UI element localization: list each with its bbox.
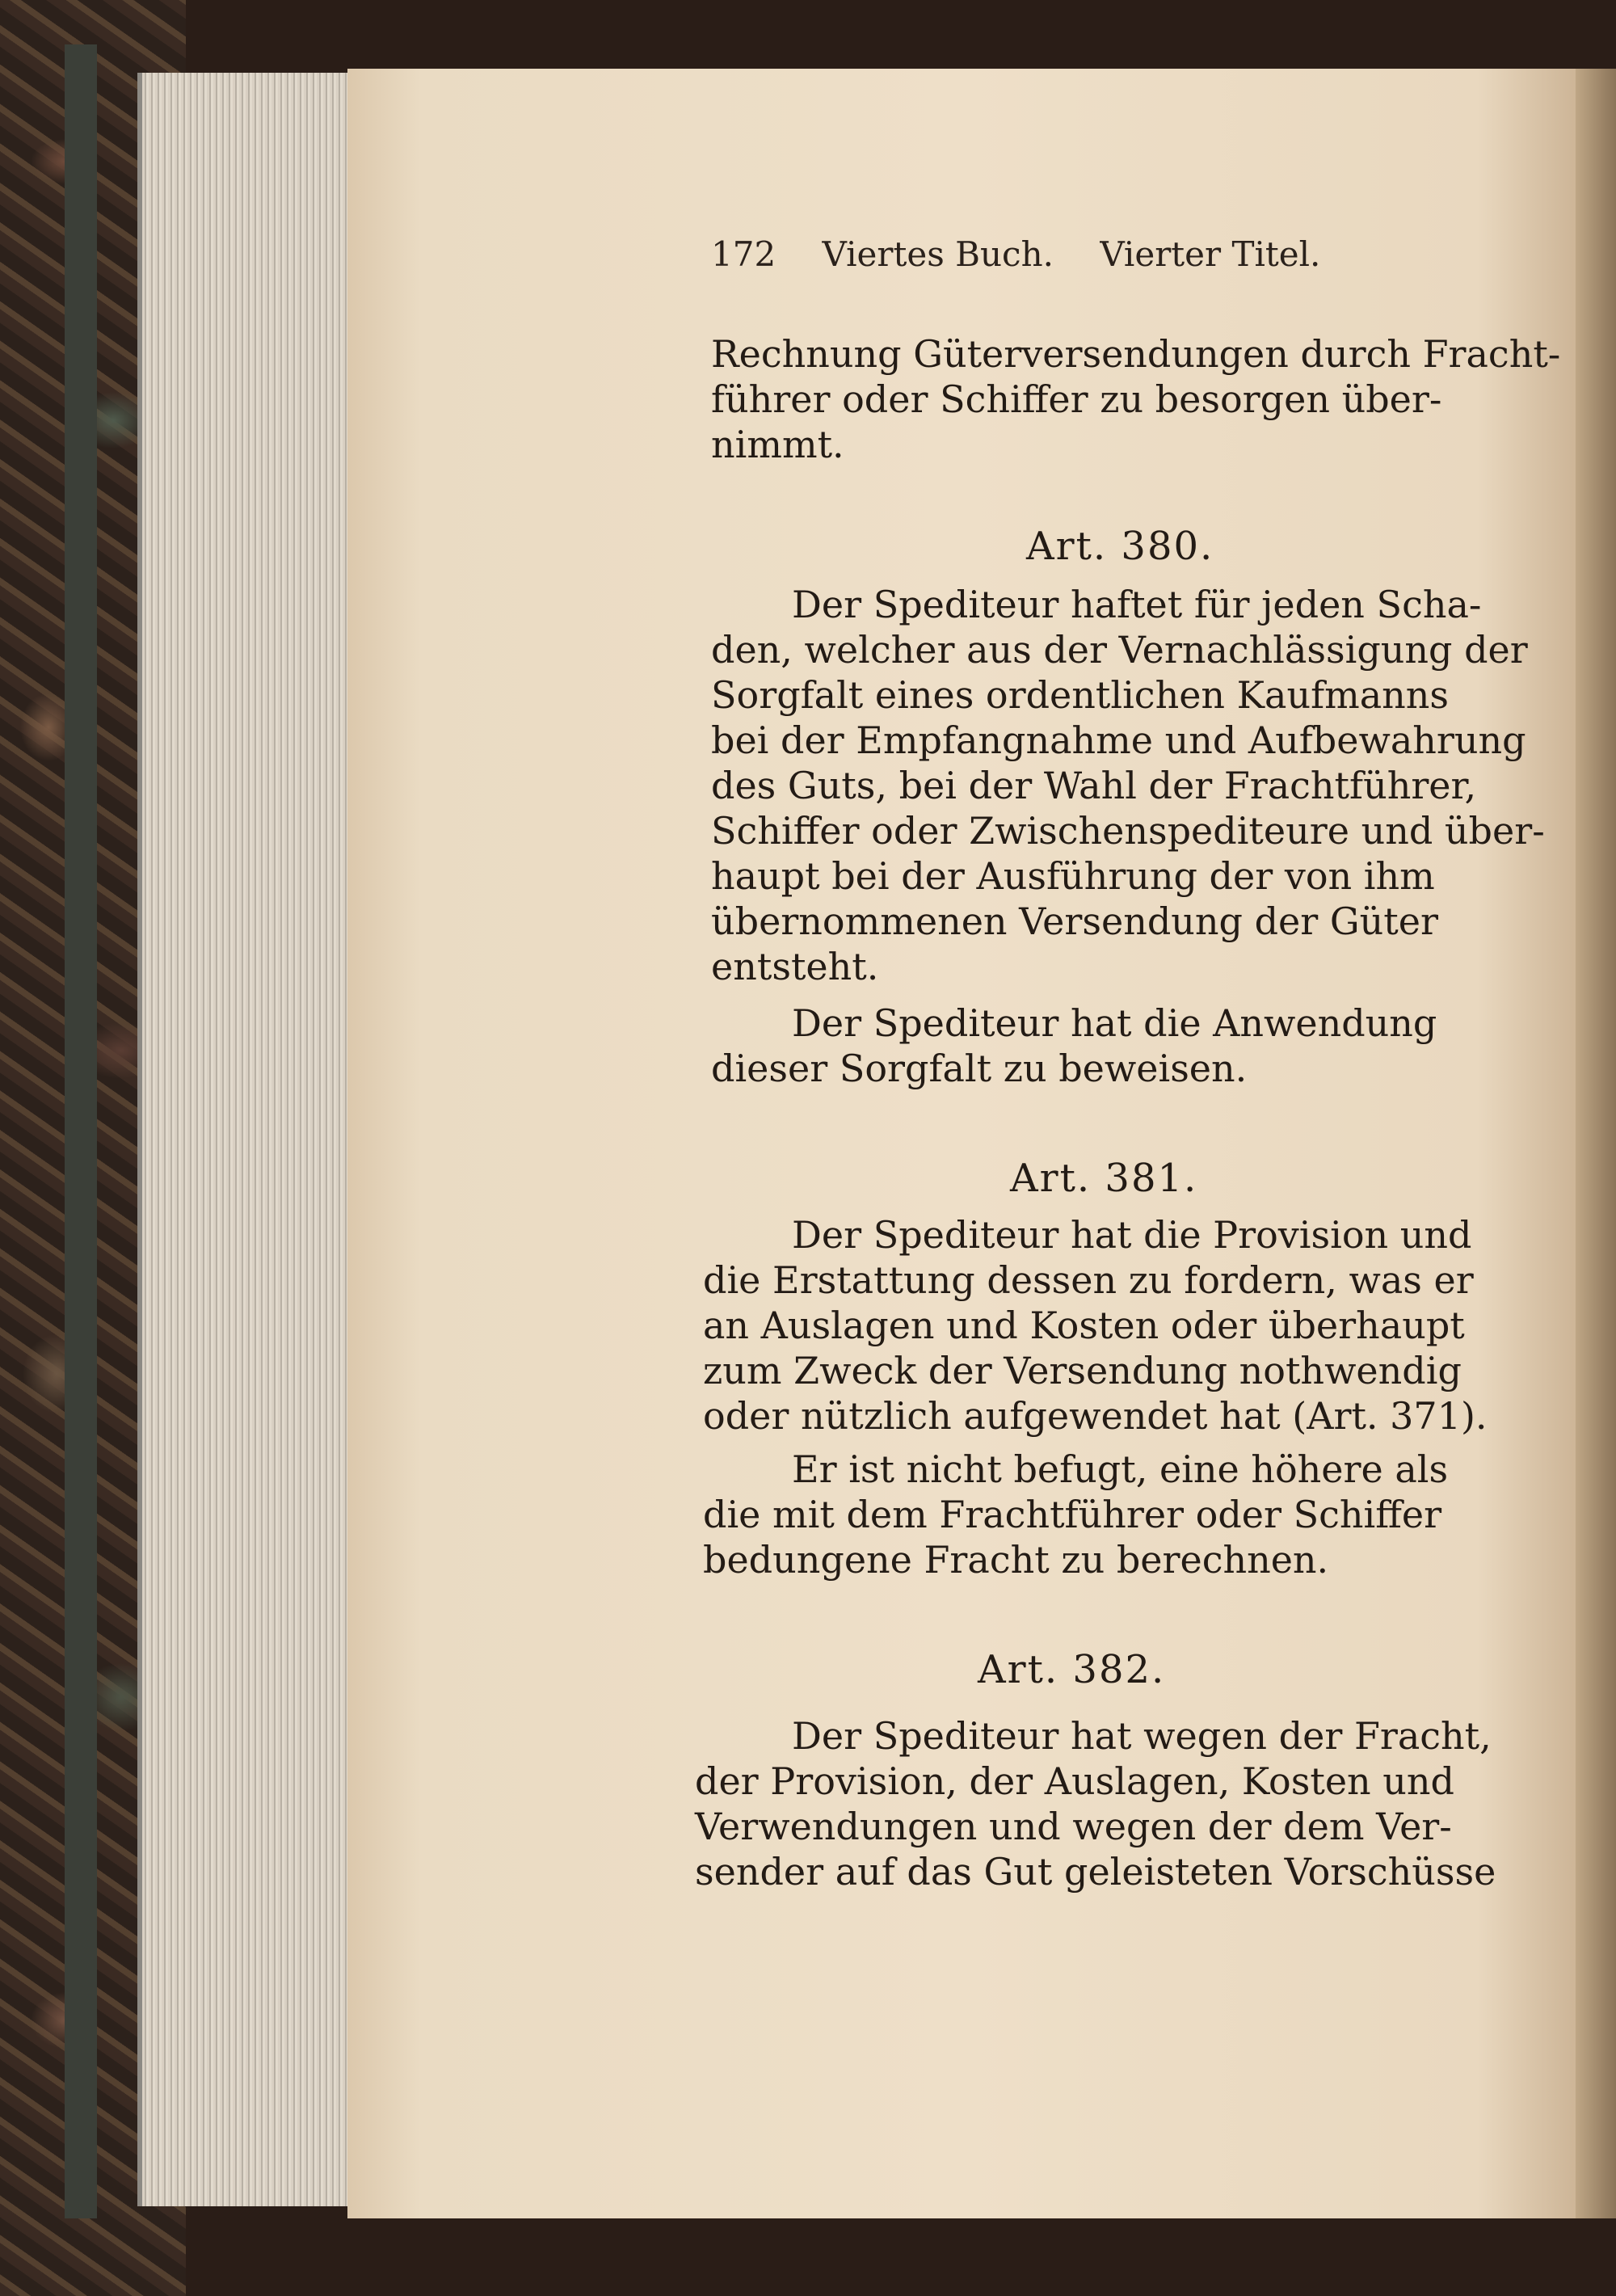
cover-edge — [65, 44, 97, 2218]
text-line: oder nützlich aufgewendet hat (Art. 371). — [703, 1394, 1488, 1438]
text-line: übernommenen Versendung der Güter — [711, 899, 1438, 943]
text-line: die mit dem Frachtführer oder Schiffer — [703, 1493, 1442, 1536]
text-line: haupt bei der Ausführung der von ihm — [711, 854, 1435, 898]
text-line: Er ist nicht befugt, eine höhere als — [792, 1447, 1449, 1491]
text-line: Der Spediteur hat die Provision und — [792, 1213, 1472, 1257]
text-line: den, welcher aus der Vernachlässigung der — [711, 628, 1528, 672]
text-line: die Erstattung dessen zu fordern, was er — [703, 1258, 1474, 1302]
book-label: Viertes Buch. — [822, 234, 1054, 274]
text-line: bei der Empfangnahme und Aufbewahrung — [711, 718, 1526, 762]
title-label: Vierter Titel. — [1100, 234, 1321, 274]
text-line: Der Spediteur hat wegen der Fracht, — [792, 1714, 1492, 1758]
text-line: führer oder Schiffer zu besorgen über- — [711, 377, 1442, 421]
text-line: Der Spediteur hat die Anwendung — [792, 1001, 1437, 1045]
text-line: des Guts, bei der Wahl der Frachtführer, — [711, 764, 1477, 807]
running-header — [711, 234, 1356, 274]
article-heading: Art. 382. — [978, 1647, 1166, 1692]
page-edges — [137, 73, 352, 2206]
text-line: Der Spediteur haftet für jeden Scha- — [792, 583, 1482, 626]
text-line: Schiffer oder Zwischenspediteure und über- — [711, 809, 1545, 853]
text-line: sender auf das Gut geleisteten Vorschüsse — [695, 1850, 1496, 1894]
article-heading: Art. 380. — [1026, 524, 1214, 569]
text-line: Sorgfalt eines ordentlichen Kaufmanns — [711, 673, 1450, 717]
article-heading: Art. 381. — [1010, 1156, 1198, 1201]
text-line: an Auslagen und Kosten oder überhaupt — [703, 1304, 1465, 1347]
text-line: Rechnung Güterversendungen durch Fracht- — [711, 332, 1561, 376]
text-line: entsteht. — [711, 945, 879, 988]
text-line: nimmt. — [711, 423, 844, 466]
page-number: 172 — [711, 234, 776, 274]
text-line: der Provision, der Auslagen, Kosten und — [695, 1759, 1454, 1803]
text-line: zum Zweck der Versendung nothwendig — [703, 1349, 1462, 1392]
text-line: bedungene Fracht zu berechnen. — [703, 1538, 1329, 1582]
facing-page-edge — [1576, 69, 1616, 2218]
text-line: Verwendungen und wegen der dem Ver- — [695, 1805, 1452, 1848]
text-line: dieser Sorgfalt zu beweisen. — [711, 1047, 1248, 1090]
